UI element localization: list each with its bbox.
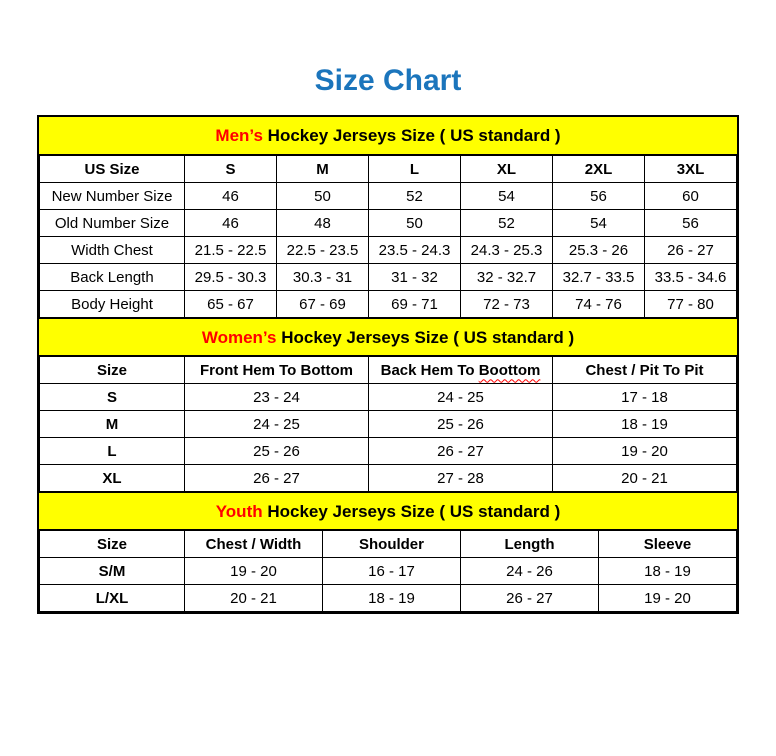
column-header-size: Size [40,357,185,384]
womens-size-table [39,356,737,492]
value-cell: 54 [553,210,645,237]
value-cell: 32.7 - 33.5 [553,264,645,291]
column-header-shoulder: Shoulder [323,531,461,558]
value-cell: 52 [369,183,461,210]
value-cell: 29.5 - 30.3 [185,264,277,291]
value-cell: 16 - 17 [323,558,461,585]
mens-banner-highlight: Men’s [215,126,263,145]
column-header-l: L [369,156,461,183]
row-label: Back Length [40,264,185,291]
mens-header-row [40,156,737,183]
value-cell: 65 - 67 [185,291,277,318]
table-row-back-length [40,264,737,291]
value-cell: 26 - 27 [645,237,737,264]
value-cell: 30.3 - 31 [277,264,369,291]
size-label: L/XL [40,585,185,612]
column-header-us-size: US Size [40,156,185,183]
size-chart-tables [37,115,739,614]
value-cell: 23 - 24 [185,384,369,411]
value-cell: 32 - 32.7 [461,264,553,291]
column-header-xl: XL [461,156,553,183]
value-cell: 18 - 19 [599,558,737,585]
mens-size-table [39,155,737,318]
value-cell: 23.5 - 24.3 [369,237,461,264]
value-cell: 50 [277,183,369,210]
value-cell: 56 [645,210,737,237]
column-header-size: Size [40,531,185,558]
value-cell: 24 - 26 [461,558,599,585]
youth-header-row [40,531,737,558]
value-cell: 72 - 73 [461,291,553,318]
youth-section-banner [39,492,737,530]
table-row-womens-l [40,438,737,465]
value-cell: 27 - 28 [369,465,553,492]
womens-banner-rest: Hockey Jerseys Size ( US standard ) [276,328,575,347]
value-cell: 50 [369,210,461,237]
size-chart-page [0,64,776,614]
mens-section-banner [39,117,737,155]
value-cell: 25.3 - 26 [553,237,645,264]
value-cell: 31 - 32 [369,264,461,291]
misspelled-word: Boottom [478,361,541,379]
value-cell: 25 - 26 [185,438,369,465]
value-cell: 77 - 80 [645,291,737,318]
column-header-m: M [277,156,369,183]
value-cell: 67 - 69 [277,291,369,318]
size-label: M [40,411,185,438]
value-cell: 48 [277,210,369,237]
size-label: XL [40,465,185,492]
table-row-body-height [40,291,737,318]
column-header-s: S [185,156,277,183]
table-row-womens-m [40,411,737,438]
table-row-new-number-size [40,183,737,210]
table-row-womens-s [40,384,737,411]
value-cell: 46 [185,210,277,237]
value-cell: 46 [185,183,277,210]
value-cell: 26 - 27 [185,465,369,492]
value-cell: 18 - 19 [553,411,737,438]
column-header-back-hem [369,357,553,384]
value-cell: 33.5 - 34.6 [645,264,737,291]
row-label: New Number Size [40,183,185,210]
size-label: L [40,438,185,465]
value-cell: 24.3 - 25.3 [461,237,553,264]
youth-size-table [39,530,737,612]
value-cell: 52 [461,210,553,237]
value-cell: 74 - 76 [553,291,645,318]
value-cell: 18 - 19 [323,585,461,612]
value-cell: 24 - 25 [185,411,369,438]
youth-banner-rest: Hockey Jerseys Size ( US standard ) [262,502,561,521]
row-label: Old Number Size [40,210,185,237]
column-header-chest-width: Chest / Width [185,531,323,558]
size-label: S/M [40,558,185,585]
column-header-length: Length [461,531,599,558]
row-label: Body Height [40,291,185,318]
womens-banner-highlight: Women’s [201,328,277,347]
value-cell: 26 - 27 [369,438,553,465]
value-cell: 54 [461,183,553,210]
table-row-womens-xl [40,465,737,492]
table-row-youth-lxl [40,585,737,612]
column-header-chest-pit: Chest / Pit To Pit [553,357,737,384]
value-cell: 56 [553,183,645,210]
table-row-youth-sm [40,558,737,585]
column-header-sleeve: Sleeve [599,531,737,558]
value-cell: 20 - 21 [553,465,737,492]
column-header-3xl: 3XL [645,156,737,183]
value-cell: 19 - 20 [185,558,323,585]
womens-section-banner [39,318,737,356]
value-cell: 24 - 25 [369,384,553,411]
value-cell: 26 - 27 [461,585,599,612]
table-row-width-chest [40,237,737,264]
value-cell: 19 - 20 [553,438,737,465]
page-title: Size Chart [314,64,462,97]
column-header-2xl: 2XL [553,156,645,183]
value-cell: 25 - 26 [369,411,553,438]
value-cell: 22.5 - 23.5 [277,237,369,264]
womens-header-row [40,357,737,384]
size-label: S [40,384,185,411]
table-row-old-number-size [40,210,737,237]
value-cell: 19 - 20 [599,585,737,612]
youth-banner-highlight: Youth [215,502,263,521]
value-cell: 60 [645,183,737,210]
value-cell: 17 - 18 [553,384,737,411]
value-cell: 69 - 71 [369,291,461,318]
row-label: Width Chest [40,237,185,264]
column-header-front-hem: Front Hem To Bottom [185,357,369,384]
mens-banner-rest: Hockey Jerseys Size ( US standard ) [262,126,561,145]
value-cell: 21.5 - 22.5 [185,237,277,264]
value-cell: 20 - 21 [185,585,323,612]
back-hem-text: Back Hem To [380,361,479,379]
